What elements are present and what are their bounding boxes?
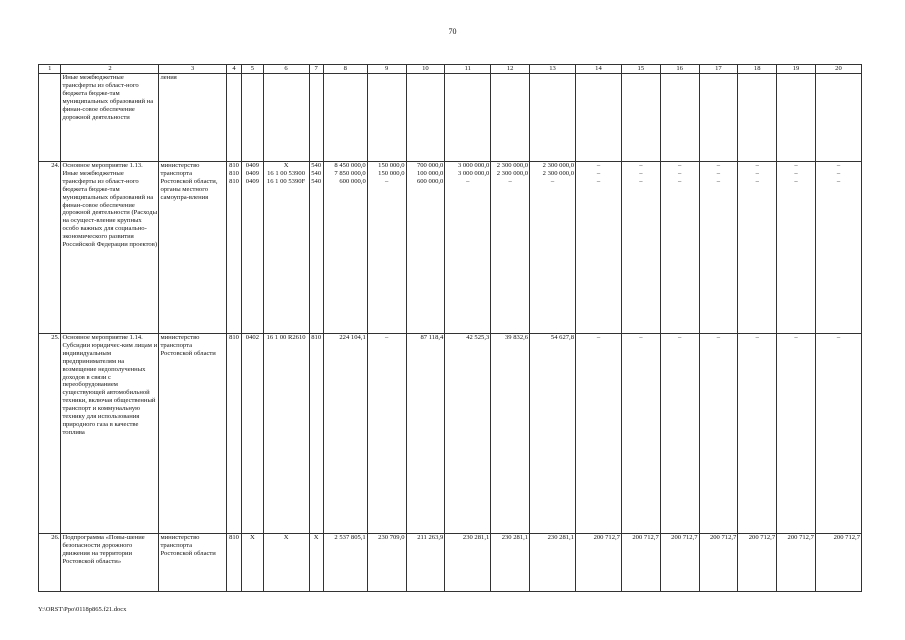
executor: министерство транспорта Ростовской области: [159, 334, 226, 534]
value-cell: –: [576, 334, 622, 534]
header-row: [39, 65, 862, 74]
row-number: 26.: [39, 534, 61, 592]
column-number: 12: [491, 65, 530, 74]
value-cell: 16 1 00 R2610: [263, 334, 309, 534]
column-number: 2: [61, 65, 159, 74]
column-number: 1: [39, 65, 61, 74]
value-cell: 810: [309, 334, 323, 534]
executor: министерство транспорта Ростовской области: [159, 534, 226, 592]
value-cell: [699, 74, 738, 162]
value-cell: 540 540 540: [309, 162, 323, 334]
value-cell: X 16 1 00 53900 16 1 00 5390F: [263, 162, 309, 334]
value-cell: –: [699, 334, 738, 534]
value-cell: [530, 74, 576, 162]
column-number: 15: [621, 65, 660, 74]
value-cell: – – –: [738, 162, 777, 334]
value-cell: 87 118,4: [406, 334, 445, 534]
column-number: 14: [576, 65, 622, 74]
value-cell: 700 000,0 100 000,0 600 000,0: [406, 162, 445, 334]
value-cell: [309, 74, 323, 162]
value-cell: X: [263, 534, 309, 592]
value-cell: – – –: [660, 162, 699, 334]
budget-table: [38, 64, 862, 592]
column-number: 4: [226, 65, 241, 74]
value-cell: –: [660, 334, 699, 534]
page-number: 70: [448, 27, 457, 36]
value-cell: 150 000,0 150 000,0 –: [367, 162, 406, 334]
value-cell: –: [815, 334, 861, 534]
value-cell: 200 712,7: [576, 534, 622, 592]
value-cell: 54 627,8: [530, 334, 576, 534]
table-row: [39, 74, 862, 162]
value-cell: 39 832,6: [491, 334, 530, 534]
footer-file-path: Y:\ORST\Ppo\0118p865.f21.docx: [38, 606, 127, 613]
value-cell: –: [738, 334, 777, 534]
measure-name: Иные межбюджетные трансферты из област-ного бюджета бюдже-там муниципальных образований на финан-совое обеспечение дорожной деятельности: [61, 74, 159, 162]
measure-name: Подпрограмма «Повы-шение безопасности дорожного движения на территории Ростовской области»: [61, 534, 159, 592]
executor: ления: [159, 74, 226, 162]
value-cell: [576, 74, 622, 162]
row-number: 25.: [39, 334, 61, 534]
value-cell: [242, 74, 263, 162]
value-cell: 810: [226, 534, 241, 592]
value-cell: –: [621, 334, 660, 534]
value-cell: X: [242, 534, 263, 592]
value-cell: 230 281,1: [445, 534, 491, 592]
table-row: [39, 162, 862, 334]
value-cell: –: [777, 334, 816, 534]
column-number: 19: [777, 65, 816, 74]
value-cell: [226, 74, 241, 162]
value-cell: 230 709,0: [367, 534, 406, 592]
value-cell: 42 525,3: [445, 334, 491, 534]
value-cell: [660, 74, 699, 162]
column-number: 7: [309, 65, 323, 74]
value-cell: 3 000 000,0 3 000 000,0 –: [445, 162, 491, 334]
value-cell: 810: [226, 334, 241, 534]
value-cell: 200 712,7: [699, 534, 738, 592]
value-cell: 810 810 810: [226, 162, 241, 334]
value-cell: X: [309, 534, 323, 592]
measure-name: Основное мероприятие 1.14. Субсидии юридичес-ким лицам и индивидуальным предпринимателям на возмещение недополученных доходов в связи с переоборудованием существующей автомобильной техники, включая общественный транспорт и коммунальную технику для использования природного газа в качестве топлива: [61, 334, 159, 534]
value-cell: 200 712,7: [738, 534, 777, 592]
value-cell: 200 712,7: [777, 534, 816, 592]
value-cell: –: [367, 334, 406, 534]
value-cell: [263, 74, 309, 162]
value-cell: 200 712,7: [621, 534, 660, 592]
column-number: 16: [660, 65, 699, 74]
value-cell: [777, 74, 816, 162]
measure-name: Основное мероприятие 1.13. Иные межбюджетные трансферты из област-ного бюджета бюдже-там муниципальных образований на финан-совое обеспечение дорожной деятельности (Расходы на осущест-вление крупных особо важных для социально-экономического развития Российской Федерации проектов): [61, 162, 159, 334]
value-cell: 200 712,7: [660, 534, 699, 592]
column-number: 9: [367, 65, 406, 74]
value-cell: 2 300 000,0 2 300 000,0 –: [530, 162, 576, 334]
value-cell: 211 263,9: [406, 534, 445, 592]
value-cell: – – –: [576, 162, 622, 334]
value-cell: [738, 74, 777, 162]
column-number: 10: [406, 65, 445, 74]
value-cell: 0409 0409 0409: [242, 162, 263, 334]
column-number: 18: [738, 65, 777, 74]
column-number: 5: [242, 65, 263, 74]
column-number: 6: [263, 65, 309, 74]
column-number: 8: [323, 65, 367, 74]
value-cell: 230 281,1: [491, 534, 530, 592]
column-number: 13: [530, 65, 576, 74]
row-number: 24.: [39, 162, 61, 334]
value-cell: – – –: [699, 162, 738, 334]
value-cell: [323, 74, 367, 162]
value-cell: [445, 74, 491, 162]
value-cell: [621, 74, 660, 162]
value-cell: 0402: [242, 334, 263, 534]
executor: министерство транспорта Ростовской области, органы местного самоупра-вления: [159, 162, 226, 334]
value-cell: 2 537 805,1: [323, 534, 367, 592]
value-cell: 200 712,7: [815, 534, 861, 592]
value-cell: – – –: [621, 162, 660, 334]
column-number: 11: [445, 65, 491, 74]
value-cell: 224 104,1: [323, 334, 367, 534]
column-number: 3: [159, 65, 226, 74]
value-cell: – – –: [815, 162, 861, 334]
value-cell: 230 281,1: [530, 534, 576, 592]
value-cell: 8 450 000,0 7 850 000,0 600 000,0: [323, 162, 367, 334]
value-cell: [367, 74, 406, 162]
value-cell: 2 300 000,0 2 300 000,0 –: [491, 162, 530, 334]
column-number: 17: [699, 65, 738, 74]
table-row: [39, 534, 862, 592]
value-cell: [815, 74, 861, 162]
row-number: [39, 74, 61, 162]
table-row: [39, 334, 862, 534]
value-cell: [406, 74, 445, 162]
column-number: 20: [815, 65, 861, 74]
value-cell: – – –: [777, 162, 816, 334]
value-cell: [491, 74, 530, 162]
